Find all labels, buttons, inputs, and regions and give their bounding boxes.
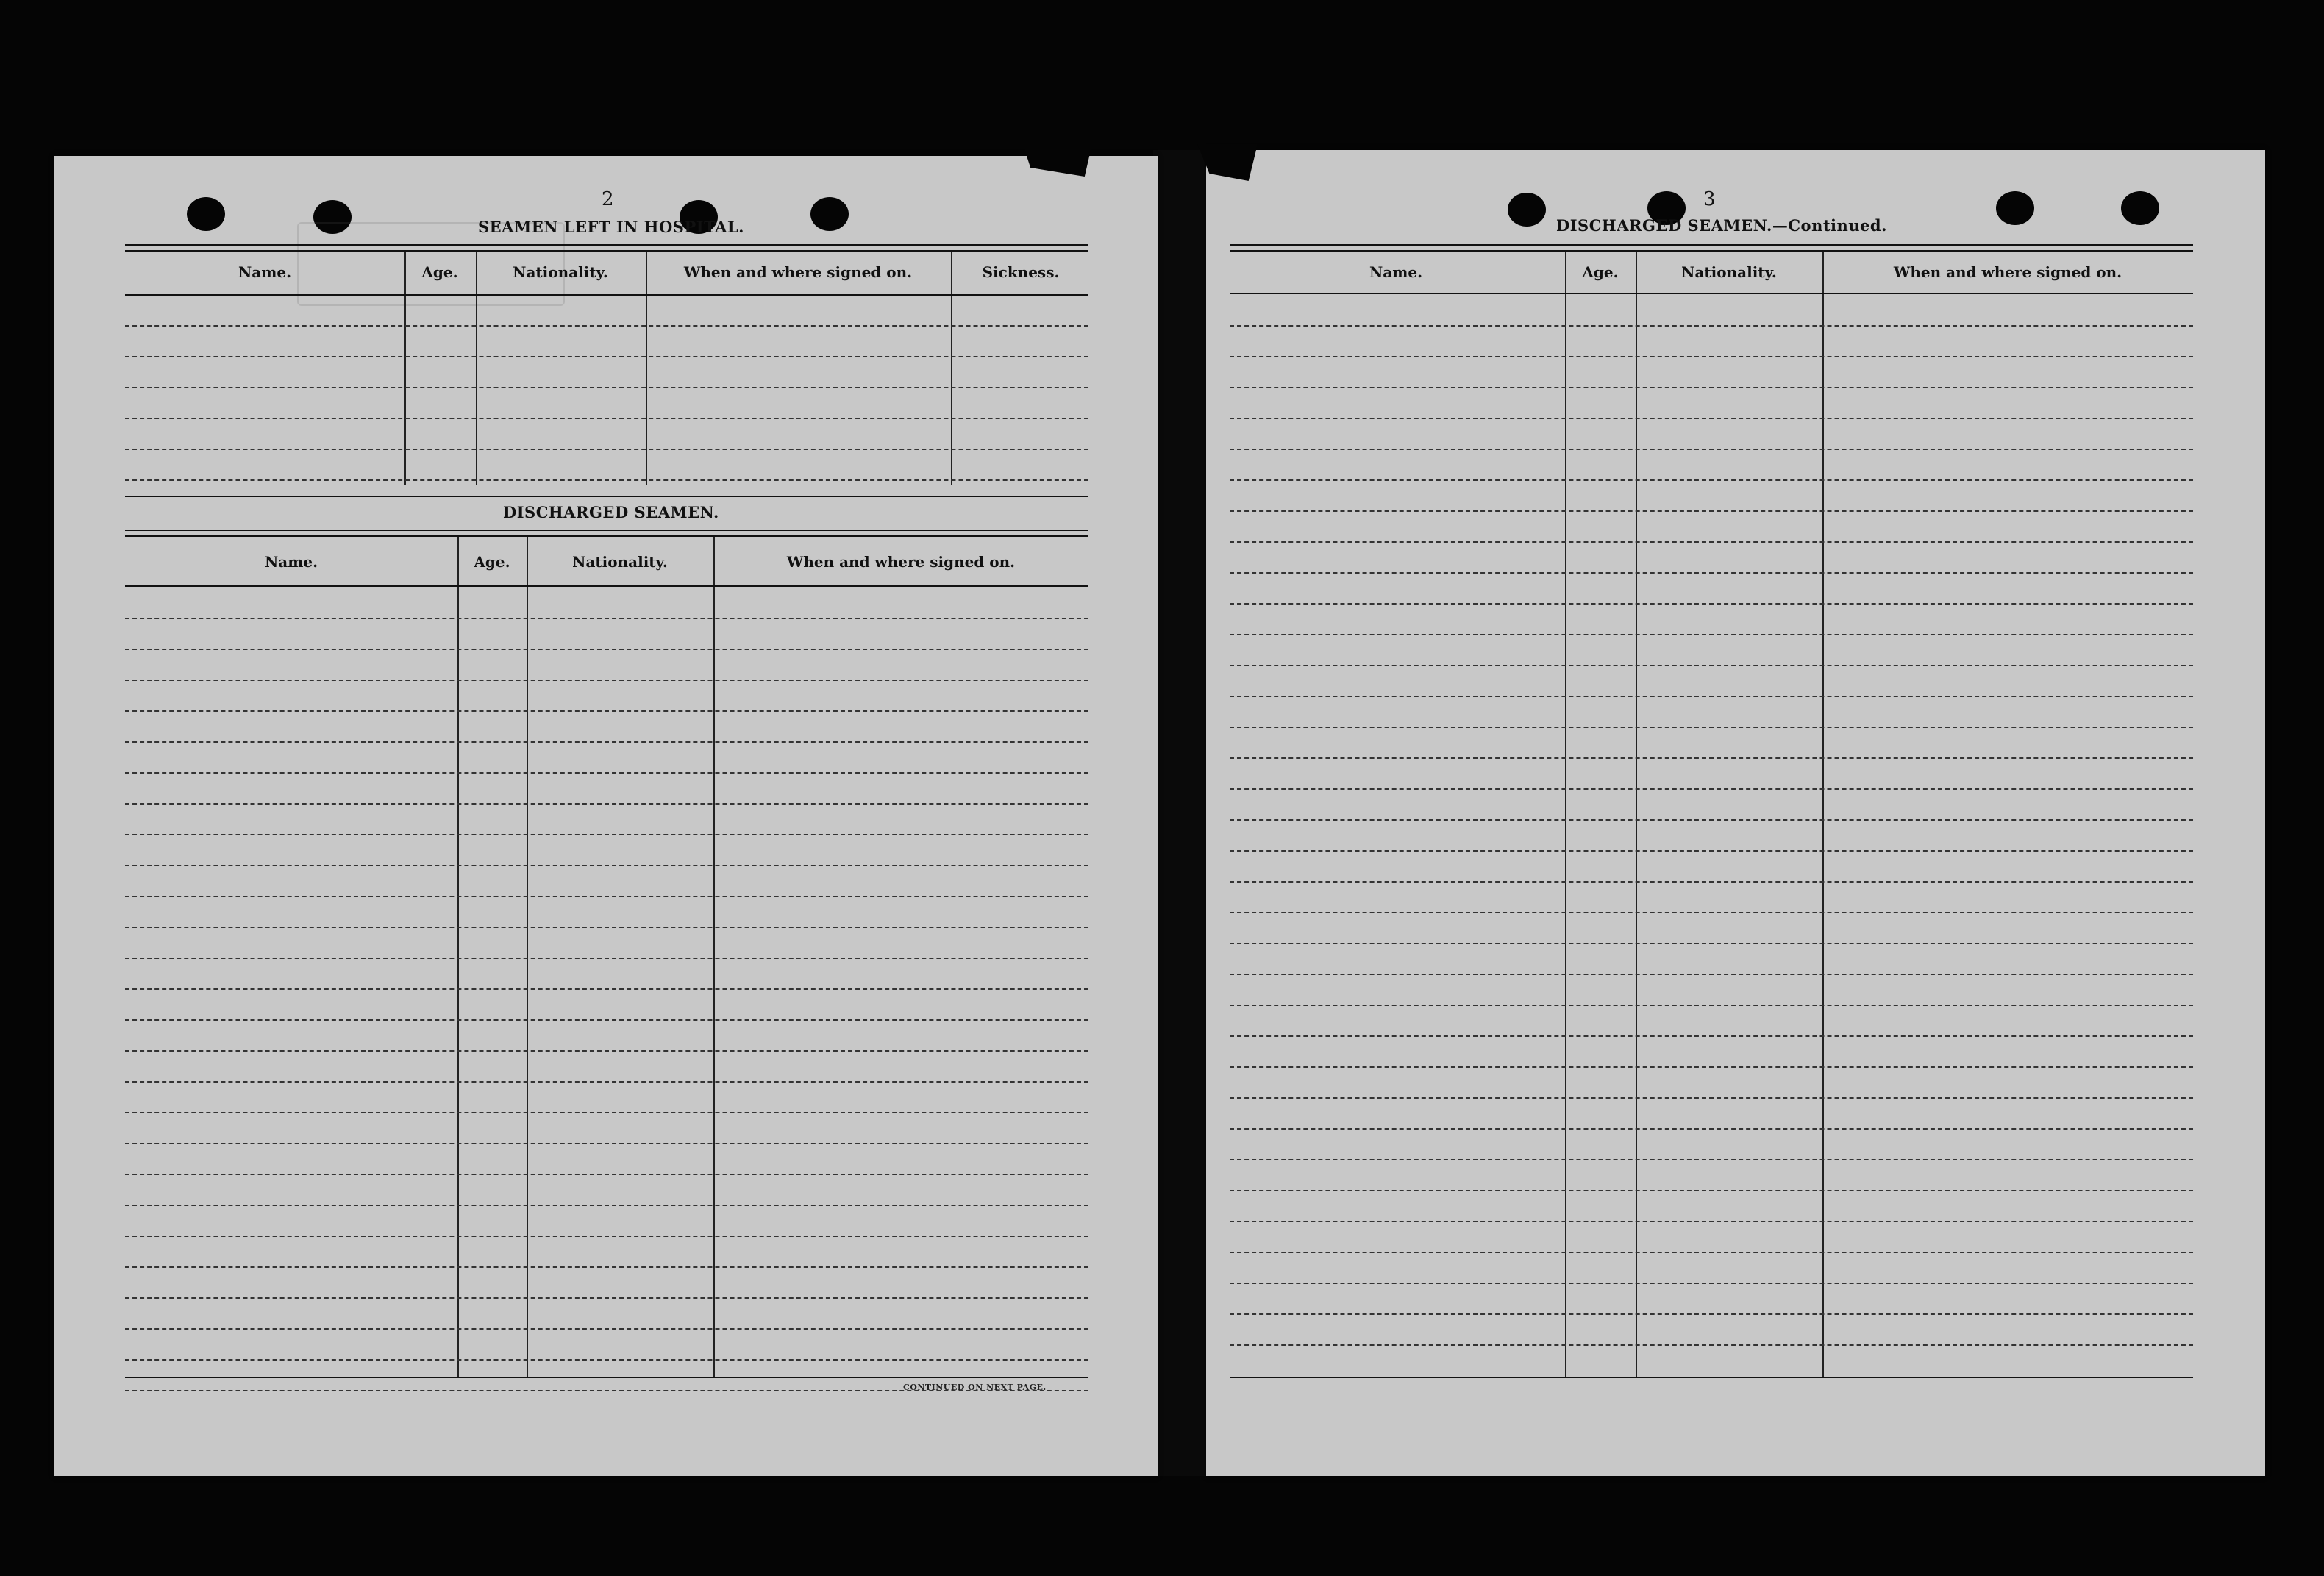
ruled-row [1230,1344,2193,1346]
ruled-row [1230,1221,2193,1222]
ruled-row [125,772,1088,774]
double-rule [125,244,1088,252]
double-rule [125,530,1088,537]
ruled-row [1230,479,2193,481]
ruled-row [1230,727,2193,728]
discharged-section-title: DISCHARGED SEAMEN. [503,503,719,521]
ruled-row [125,1143,1088,1144]
ruled-row [125,1112,1088,1113]
ruled-row [125,1328,1088,1330]
ruled-row [1230,1252,2193,1253]
discharged-continued-table [1230,252,2193,1377]
discharged-table [125,537,1088,1377]
column-header-name: Name. [238,263,292,281]
double-rule [1230,244,2193,252]
continued-note: CONTINUED ON NEXT PAGE. [903,1383,1047,1392]
column-header-nationality: Nationality. [513,263,608,281]
ruled-row [1230,603,2193,605]
ruled-row [1230,850,2193,852]
ruled-row [125,418,1088,419]
paper-tear [1197,144,1258,181]
ruled-row [125,1081,1088,1083]
ruled-row [1230,757,2193,759]
ruled-row [125,1050,1088,1052]
ruled-row [125,927,1088,928]
ruled-row [1230,1035,2193,1037]
ruled-row [1230,665,2193,666]
ruled-row [125,803,1088,805]
ruled-row [1230,974,2193,975]
header-rule [125,294,1088,296]
ruled-row [1230,572,2193,574]
column-header-nationality: Nationality. [572,553,668,571]
ruled-row [1230,1159,2193,1160]
ruled-row [1230,1190,2193,1191]
ruled-row [1230,1097,2193,1099]
page-number: 2 [602,188,614,210]
ruled-row [1230,1128,2193,1130]
ruled-row [1230,696,2193,697]
column-header-when-where: When and where signed on. [683,263,913,281]
column-header-when-where: When and where signed on. [1893,263,2122,281]
discharged-continued-title: DISCHARGED SEAMEN.—Continued. [1556,216,1887,235]
punch-hole [1996,191,2034,225]
column-header-name: Name. [264,553,318,571]
ruled-row [1230,881,2193,883]
ruled-row [125,1205,1088,1206]
book-gutter [1153,150,1211,1476]
ruled-row [125,710,1088,712]
ruled-row [125,449,1088,450]
ruled-row [125,834,1088,835]
ruled-row [1230,912,2193,913]
ruled-row [125,618,1088,619]
header-rule [125,585,1088,587]
ruled-row [1230,418,2193,419]
ruled-row [1230,1066,2193,1068]
column-header-sickness: Sickness. [982,263,1060,281]
ruled-row [125,1359,1088,1361]
ruled-row [125,896,1088,897]
ruled-row [1230,449,2193,450]
ruled-row [1230,943,2193,944]
ruled-row [125,649,1088,650]
ruled-row [1230,325,2193,327]
ruled-row [125,988,1088,990]
rule [125,496,1088,497]
ruled-row [125,958,1088,959]
ruled-row [1230,1313,2193,1315]
ruled-row [1230,1283,2193,1284]
ruled-row [125,1266,1088,1268]
column-header-age: Age. [474,553,510,571]
hospital-section-title: SEAMEN LEFT IN HOSPITAL. [478,218,744,236]
ruled-row [1230,541,2193,543]
ruled-row [125,741,1088,743]
right-page [1206,150,2265,1476]
ruled-row [125,479,1088,481]
punch-hole [810,197,849,231]
ruled-row [1230,819,2193,821]
ruled-row [125,1019,1088,1021]
page-number: 3 [1703,188,1716,210]
ruled-row [1230,1005,2193,1006]
column-header-nationality: Nationality. [1681,263,1777,281]
punch-hole [1508,193,1546,227]
punch-hole [2121,191,2159,225]
hospital-table [125,252,1088,485]
ruled-row [125,865,1088,866]
ruled-row [125,356,1088,357]
left-page [54,156,1158,1476]
ruled-row [1230,510,2193,512]
ruled-row [125,325,1088,327]
ruled-row [1230,356,2193,357]
paper-tear [1024,147,1091,177]
ruled-row [125,680,1088,681]
ruled-row [125,1236,1088,1237]
column-header-age: Age. [1582,263,1619,281]
ruled-row [1230,788,2193,790]
column-header-age: Age. [421,263,458,281]
header-rule [1230,293,2193,294]
punch-hole [187,197,225,231]
column-header-when-where: When and where signed on. [786,553,1016,571]
ruled-row [125,1297,1088,1299]
column-header-name: Name. [1369,263,1423,281]
bottom-rule [125,1377,1088,1378]
ruled-row [1230,634,2193,635]
ruled-row [125,387,1088,388]
bottom-rule [1230,1377,2193,1378]
ruled-row [125,1174,1088,1175]
ruled-row [1230,387,2193,388]
